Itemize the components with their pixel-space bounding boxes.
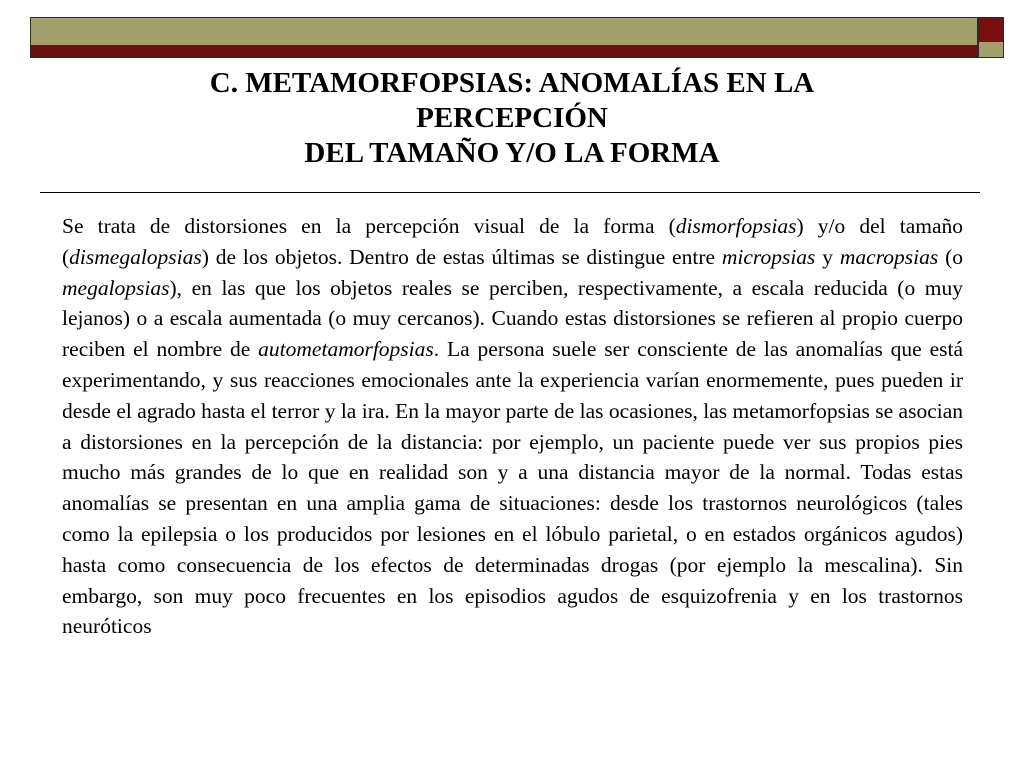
body-text-segment: y — [815, 244, 840, 269]
body-term-micropsias: micropsias — [721, 244, 816, 269]
corner-maroon-square — [979, 18, 1003, 42]
body-term-autometamorfopsias: autometamorfopsias — [258, 337, 434, 362]
title-line-1: C. METAMORFOPSIAS: ANOMALÍAS EN LA — [209, 67, 815, 99]
body-text-segment: ), en las que los objetos reales se perciben, respectivamente, a escala reducida (o muy lejanos) o a escala aumentada (o muy cercanos). Cuando estas distorsiones se refieren al propio cuerpo reciben el nombre de — [62, 275, 963, 362]
title-line-3: DEL TAMAÑO Y/O LA FORMA — [304, 137, 720, 169]
body-term-macropsias: macropsias — [839, 244, 939, 269]
header-corner-block — [978, 17, 1004, 58]
header-band-olive — [31, 18, 977, 45]
slide-title — [120, 66, 904, 171]
header-decor-band — [30, 17, 978, 58]
body-text-segment: ) y/o del tamaño ( — [62, 214, 964, 269]
header-band-maroon — [31, 45, 977, 57]
slide-body-paragraph — [62, 211, 963, 642]
body-term-megalopsias: megalopsias — [62, 275, 170, 300]
title-line-2: PERCEPCIÓN — [416, 102, 608, 134]
body-text-segment: Se trata de distorsiones en la percepción visual de la forma ( — [62, 214, 676, 238]
body-text-segment: ) de los objetos. Dentro de estas últimas se distingue entre — [201, 244, 722, 269]
body-term-dismegalopsias: dismegalopsias — [69, 244, 202, 269]
title-divider — [40, 192, 980, 193]
body-text-segment: (o — [938, 244, 963, 269]
body-text-segment: . La persona suele ser consciente de las anomalías que está experimentando, y sus reacciones emocionales ante la experiencia varían enormemente, pues pueden ir desde el agrado hasta el terror y la ira. En la mayor parte de las ocasiones, las metamorfopsias se asocian a distorsiones en la percepción de la distancia: por ejemplo, un paciente puede ver sus propios pies mucho más grandes de lo que en realidad son y a una distancia mayor de la normal. Todas estas anomalías se presentan en una amplia gama de situaciones: desde los trastornos neurológicos (tales como la epilepsia o los producidos por lesiones en el lóbulo parietal, o en estados orgánicos agudos) hasta como consecuencia de los efectos de determinadas drogas (por ejemplo la mescalina). Sin embargo, son muy poco frecuentes en los episodios agudos de esquizofrenia y en los trastornos neuróticos — [62, 337, 964, 639]
body-term-dismorfopsias: dismorfopsias — [675, 214, 797, 238]
